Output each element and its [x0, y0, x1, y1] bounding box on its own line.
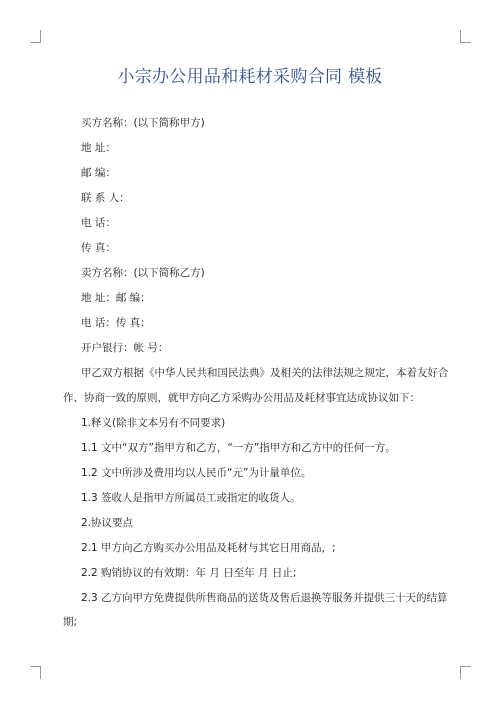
seller-phone-line: 电 话：传 真：	[81, 317, 151, 329]
corner-mark-top-left	[30, 30, 41, 43]
clause-1-2: 1.2 文中所涉及费用均以人民币“元”为计量单位。	[81, 467, 312, 479]
clause-1-3: 1.3 签收人是指甲方所属员工或指定的收货人。	[81, 492, 301, 504]
clause-2-2: 2.2 购销协议的有效期：年 月 日至年 月 日止;	[81, 567, 297, 579]
corner-mark-bottom-right	[460, 666, 471, 679]
buyer-contact-line: 联 系 人：	[81, 192, 130, 204]
document-title: 小宗办公用品和耗材采购合同 模板	[117, 67, 383, 87]
preamble-line-1: 甲乙双方根据《中华人民共和国民法典》及相关的法律法规之规定，本着友好合	[81, 367, 449, 379]
section-2-heading: 2.协议要点	[81, 517, 134, 529]
buyer-address-line: 地 址：	[81, 142, 116, 154]
seller-address-line: 地 址：邮 编：	[81, 292, 151, 304]
clause-2-3-line-2: 期;	[63, 616, 78, 628]
seller-name-line: 卖方名称：(以下简称乙方)	[81, 267, 205, 279]
buyer-postcode-line: 邮 编：	[81, 167, 116, 179]
clause-2-1: 2.1 甲方向乙方购买办公用品及耗材与其它日用商品，;	[81, 542, 336, 554]
corner-mark-bottom-left	[30, 666, 41, 679]
seller-bank-line: 开户银行：帐 号：	[81, 342, 169, 354]
corner-mark-top-right	[460, 30, 471, 43]
buyer-name-line: 买方名称：(以下简称甲方)	[81, 117, 205, 129]
preamble-line-2: 作、协商一致的原则，就甲方向乙方采购办公用品及耗材事宜达成协议如下：	[63, 392, 420, 404]
clause-2-3-line-1: 2.3 乙方向甲方免费提供所售商品的送货及售后退换等服务并提供三十天的结算	[81, 592, 448, 604]
clause-1-1: 1.1 文中“双方”指甲方和乙方，“一方”指甲方和乙方中的任何一方。	[81, 442, 396, 454]
buyer-phone-line: 电 话：	[81, 217, 116, 229]
buyer-fax-line: 传 真：	[81, 242, 116, 254]
section-1-heading: 1.释义(除非文本另有不同要求)	[81, 417, 226, 429]
